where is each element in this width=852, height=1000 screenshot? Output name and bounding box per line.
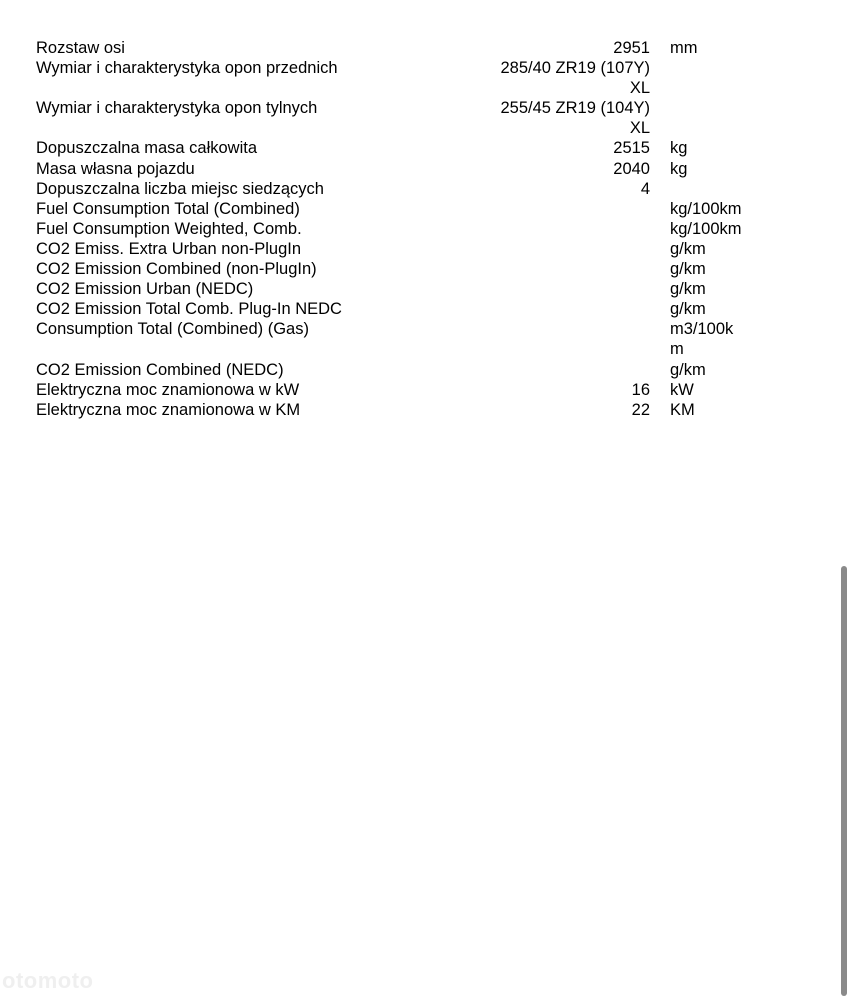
spec-row (36, 299, 816, 319)
spec-value: 2040 (613, 159, 650, 178)
spec-unit (670, 179, 760, 199)
spec-row (36, 58, 816, 98)
spec-label: Wymiar i charakterystyka opon tylnych (36, 99, 318, 118)
spec-row (36, 380, 816, 400)
spec-row (36, 98, 816, 138)
spec-label: CO2 Emission Total Comb. Plug-In NEDC (36, 300, 342, 319)
spec-row (36, 279, 816, 299)
watermark-logo: otomoto (2, 968, 94, 993)
spec-row (36, 159, 816, 179)
spec-value (446, 219, 650, 239)
spec-unit: g/km (670, 260, 706, 279)
spec-label: CO2 Emission Urban (NEDC) (36, 280, 254, 299)
spec-label: Fuel Consumption Weighted, Comb. (36, 219, 302, 238)
spec-label: Masa własna pojazdu (36, 159, 195, 178)
spec-value: 2515 (613, 139, 650, 158)
spec-unit: kg (670, 139, 688, 158)
spec-unit: g/km (670, 239, 706, 258)
spec-label: CO2 Emission Combined (NEDC) (36, 360, 284, 379)
spec-value: 22 (631, 400, 650, 419)
spec-unit: mm (670, 39, 698, 57)
spec-value (446, 259, 650, 279)
spec-unit: kg/100km (670, 199, 742, 218)
spec-label: CO2 Emiss. Extra Urban non-PlugIn (36, 239, 302, 258)
spec-label: Wymiar i charakterystyka opon przednich (36, 59, 338, 78)
spec-value: 4 (640, 179, 650, 198)
spec-unit: kg/100km (670, 219, 742, 238)
spec-row (36, 400, 816, 420)
spec-unit: kW (670, 380, 694, 399)
spec-label: Fuel Consumption Total (Combined) (36, 199, 300, 218)
spec-value (446, 299, 650, 319)
spec-value (446, 279, 650, 299)
spec-row (36, 259, 816, 279)
spec-unit: kg (670, 159, 688, 178)
spec-unit (670, 58, 760, 98)
spec-unit: KM (670, 400, 695, 419)
spec-row (36, 179, 816, 199)
spec-row (36, 38, 816, 58)
spec-row (36, 138, 816, 158)
spec-unit: g/km (670, 300, 706, 319)
spec-value (446, 360, 650, 380)
spec-row (36, 319, 816, 359)
spec-row (36, 199, 816, 219)
spec-unit (670, 98, 760, 138)
spec-value: 16 (631, 380, 650, 399)
spec-value: 285/40 ZR19 (107Y) XL (500, 59, 650, 98)
spec-label: CO2 Emission Combined (non-PlugIn) (36, 260, 317, 279)
spec-label: Dopuszczalna masa całkowita (36, 139, 258, 158)
spec-unit: m3/100k m (670, 320, 734, 359)
spec-value: 255/45 ZR19 (104Y) XL (500, 99, 650, 138)
spec-table (36, 38, 816, 420)
scrollbar[interactable] (841, 566, 847, 996)
spec-label: Consumption Total (Combined) (Gas) (36, 320, 309, 339)
spec-label: Elektryczna moc znamionowa w kW (36, 380, 300, 399)
spec-value (446, 239, 650, 259)
spec-label: Rozstaw osi (36, 39, 125, 57)
spec-value (446, 199, 650, 219)
spec-label: Dopuszczalna liczba miejsc siedzących (36, 179, 324, 198)
spec-value: 2951 (613, 39, 650, 57)
spec-label: Elektryczna moc znamionowa w KM (36, 400, 301, 419)
spec-row (36, 239, 816, 259)
spec-row (36, 360, 816, 380)
spec-value (446, 319, 650, 359)
spec-unit: g/km (670, 360, 706, 379)
spec-row (36, 219, 816, 239)
spec-unit: g/km (670, 280, 706, 299)
